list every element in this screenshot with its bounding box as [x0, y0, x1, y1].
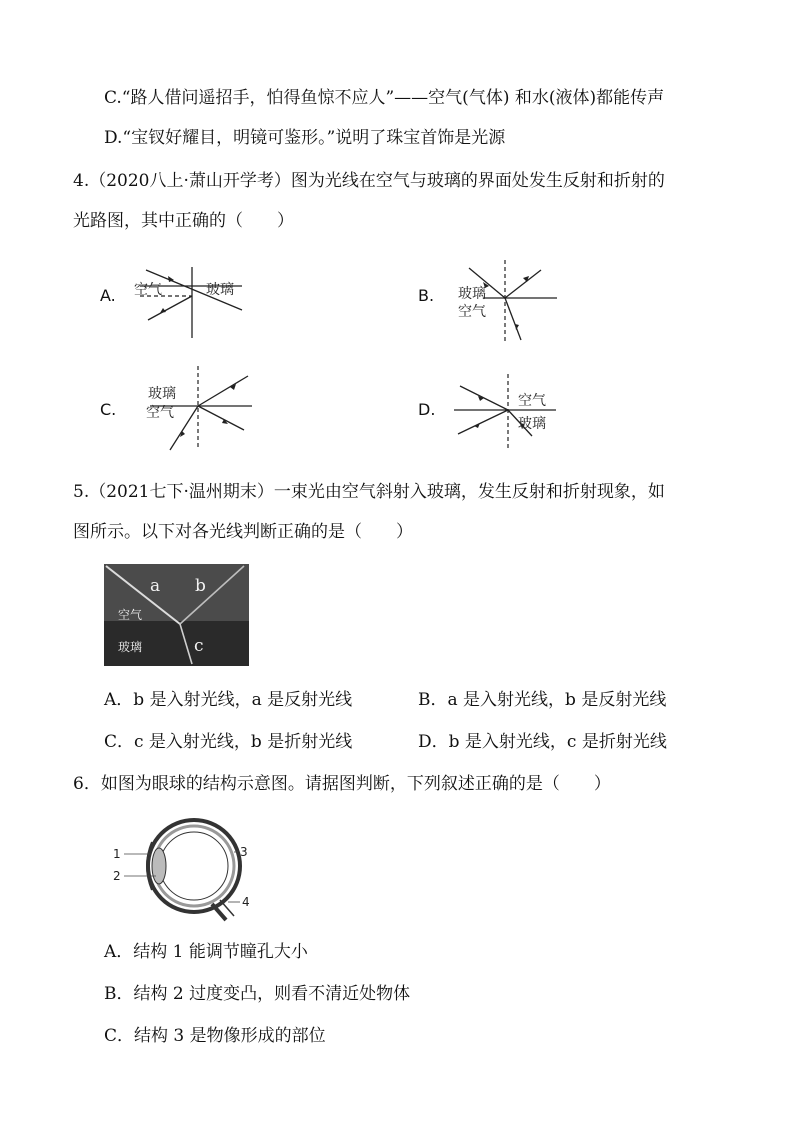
q5-option-c: C．c 是入射光线，b 是折射光线: [104, 732, 353, 752]
eye-label-2: 2: [113, 869, 121, 883]
q4-figure-c: [140, 364, 260, 454]
q5-refraction-photo: [104, 564, 249, 666]
photo-label-glass: 玻璃: [118, 640, 143, 654]
q6-stem: 6．如图为眼球的结构示意图。请据图判断，下列叙述正确的是（ ）: [73, 774, 611, 794]
q4-label-a: A.: [100, 286, 116, 305]
photo-label-a: a: [150, 576, 161, 596]
eye-label-3: 3: [240, 845, 248, 859]
photo-label-c: c: [194, 636, 204, 656]
q5-option-b: B．a 是入射光线，b 是反射光线: [418, 690, 667, 710]
q4-figure-a: [130, 262, 250, 342]
eye-label-1: 1: [113, 847, 121, 861]
q5-stem-line2: 图所示。以下对各光线判断正确的是（ ）: [73, 522, 413, 542]
photo-label-air: 空气: [118, 608, 143, 622]
q6-option-c: C．结构 3 是物像形成的部位: [104, 1026, 326, 1046]
q4b-air-label: 空气: [458, 304, 486, 320]
q4b-glass-label: 玻璃: [458, 286, 486, 302]
q5-stem-line1: 5.（2021七下·温州期末）一束光由空气斜射入玻璃，发生反射和折射现象，如: [73, 482, 665, 502]
q4-figure-d: [452, 372, 562, 452]
q4-figure-b: [455, 258, 565, 348]
q6-option-b: B．结构 2 过度变凸，则看不清近处物体: [104, 984, 411, 1004]
q5-option-a: A．b 是入射光线，a 是反射光线: [104, 690, 353, 710]
photo-label-b: b: [195, 576, 206, 596]
q3-option-d: D.“宝钗好耀目，明镜可鉴形。”说明了珠宝首饰是光源: [104, 128, 506, 148]
q6-option-a: A．结构 1 能调节瞳孔大小: [104, 942, 308, 962]
q4-label-d: D.: [418, 400, 436, 419]
q4-label-c: C.: [100, 400, 117, 419]
q4a-air-label: 空气: [134, 282, 162, 298]
q4d-glass-label: 玻璃: [518, 416, 546, 432]
q4d-air-label: 空气: [518, 393, 546, 409]
q5-option-d: D．b 是入射光线，c 是折射光线: [418, 732, 667, 752]
q4c-air-label: 空气: [146, 405, 174, 421]
q4-label-b: B.: [418, 286, 435, 305]
q4-stem-line2: 光路图，其中正确的（ ）: [73, 211, 294, 231]
eye-label-4: 4: [242, 895, 250, 909]
q4c-glass-label: 玻璃: [148, 386, 176, 402]
q3-option-c: C.“路人借问遥招手，怕得鱼惊不应人”——空气(气体) 和水(液体)都能传声: [104, 88, 665, 108]
q4a-glass-label: 玻璃: [206, 282, 234, 298]
q4-stem-line1: 4.（2020八上·萧山开学考）图为光线在空气与玻璃的界面处发生反射和折射的: [73, 171, 665, 191]
q6-eye-diagram: [108, 808, 268, 920]
